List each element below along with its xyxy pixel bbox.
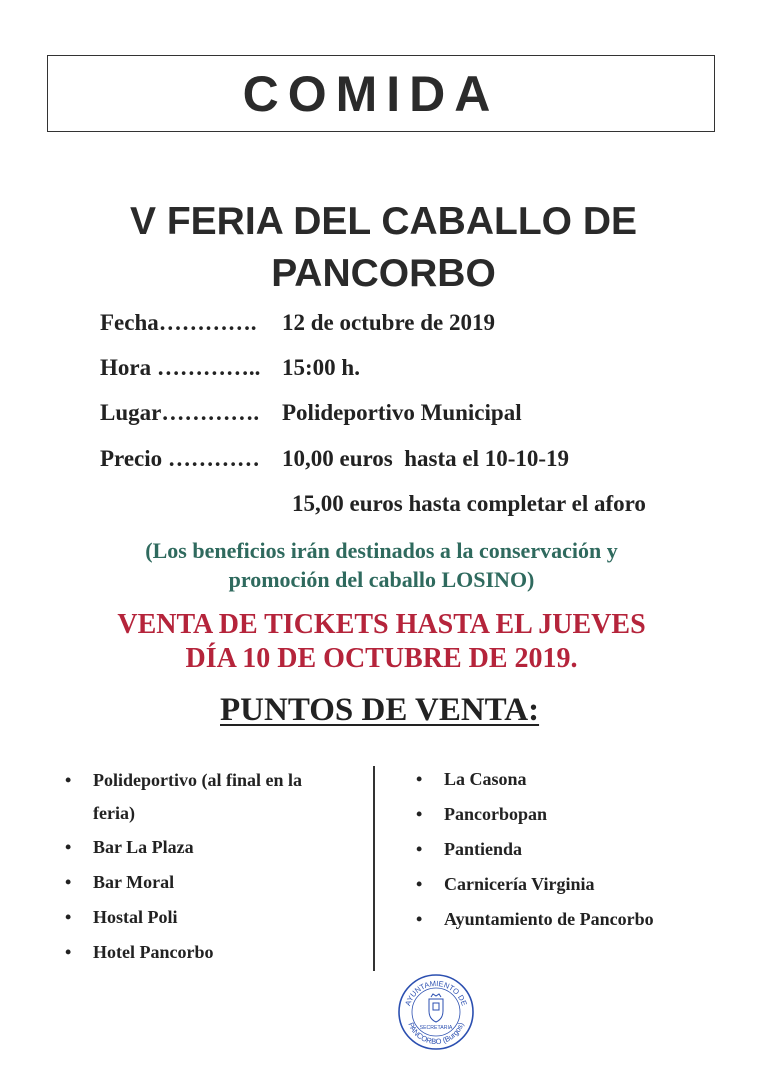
precio-value: 10,00 euros hasta el 10-10-19 bbox=[282, 446, 570, 471]
list-item bbox=[416, 868, 654, 903]
lugar-label: Lugar…………. bbox=[100, 400, 260, 425]
event-title-line1: V FERIA DEL CABALLO DE bbox=[129, 200, 638, 243]
list-item bbox=[416, 763, 654, 798]
list-item-label: Pancorbopan bbox=[444, 804, 548, 824]
detail-row-hora bbox=[100, 355, 360, 381]
list-item bbox=[416, 833, 654, 868]
list-item bbox=[65, 831, 338, 866]
hora-label: Hora ………….. bbox=[100, 355, 261, 380]
list-item bbox=[416, 903, 654, 938]
bullet-icon: • bbox=[416, 804, 423, 824]
ticket-sale-notice bbox=[0, 608, 763, 676]
list-item bbox=[65, 764, 338, 831]
detail-row-fecha bbox=[100, 310, 495, 336]
list-item-label: Bar Moral bbox=[93, 872, 175, 892]
lugar-value: Polideportivo Municipal bbox=[282, 400, 522, 425]
bullet-icon: • bbox=[416, 769, 423, 789]
list-item-label: Hotel Pancorbo bbox=[93, 942, 214, 962]
bullet-icon: • bbox=[416, 874, 423, 894]
list-item-label: Pantienda bbox=[444, 839, 523, 859]
detail-row-lugar bbox=[100, 400, 522, 426]
benefits-note-line2: promoción del caballo LOSINO) bbox=[228, 567, 535, 592]
fecha-value: 12 de octubre de 2019 bbox=[282, 310, 495, 335]
ticket-sale-notice-line1: VENTA DE TICKETS HASTA EL JUEVES bbox=[117, 609, 646, 640]
page-title: COMIDA bbox=[242, 65, 500, 122]
event-title bbox=[2, 196, 763, 300]
precio-value-2: 15,00 euros hasta completar el aforo bbox=[292, 491, 646, 516]
list-item-label: Bar La Plaza bbox=[93, 837, 194, 857]
seal-text-top: AYUNTAMIENTO DE bbox=[403, 978, 469, 1007]
points-of-sale-left-list bbox=[65, 764, 338, 971]
bullet-icon: • bbox=[65, 872, 72, 892]
list-item-label: Polideportivo (al final en la feria) bbox=[93, 770, 302, 823]
bullet-icon: • bbox=[65, 907, 72, 927]
list-item bbox=[65, 866, 338, 901]
bullet-icon: • bbox=[65, 837, 72, 857]
bullet-icon: • bbox=[416, 909, 423, 929]
bullet-icon: • bbox=[65, 942, 72, 962]
list-item bbox=[65, 901, 338, 936]
bullet-icon: • bbox=[65, 770, 72, 790]
seal-text-center: SECRETARIA bbox=[419, 1025, 453, 1031]
list-item-label: Hostal Poli bbox=[93, 907, 178, 927]
hora-value: 15:00 h. bbox=[282, 355, 360, 380]
benefits-note-line1: (Los beneficios irán destinados a la conservación y bbox=[145, 538, 618, 563]
list-item-label: Ayuntamiento de Pancorbo bbox=[444, 909, 654, 929]
points-of-sale-right-list bbox=[416, 763, 654, 938]
title-box bbox=[47, 55, 715, 132]
benefits-note bbox=[0, 536, 763, 594]
bullet-icon: • bbox=[416, 839, 423, 859]
event-title-line2: PANCORBO bbox=[271, 252, 496, 295]
detail-row-precio bbox=[100, 446, 569, 472]
precio-label: Precio ………… bbox=[100, 446, 260, 471]
list-item-label: Carnicería Virginia bbox=[444, 874, 595, 894]
seal-text-bottom: PANCORBO (Burgos) bbox=[406, 1021, 466, 1047]
list-item bbox=[416, 798, 654, 833]
list-item-label: La Casona bbox=[444, 769, 527, 789]
ticket-sale-notice-line2: DÍA 10 DE OCTUBRE DE 2019. bbox=[185, 643, 578, 674]
list-item bbox=[65, 936, 338, 971]
municipal-seal-icon bbox=[397, 973, 475, 1051]
points-of-sale-heading: PUNTOS DE VENTA: bbox=[220, 692, 540, 728]
column-divider bbox=[373, 766, 375, 971]
fecha-label: Fecha…………. bbox=[100, 310, 257, 335]
